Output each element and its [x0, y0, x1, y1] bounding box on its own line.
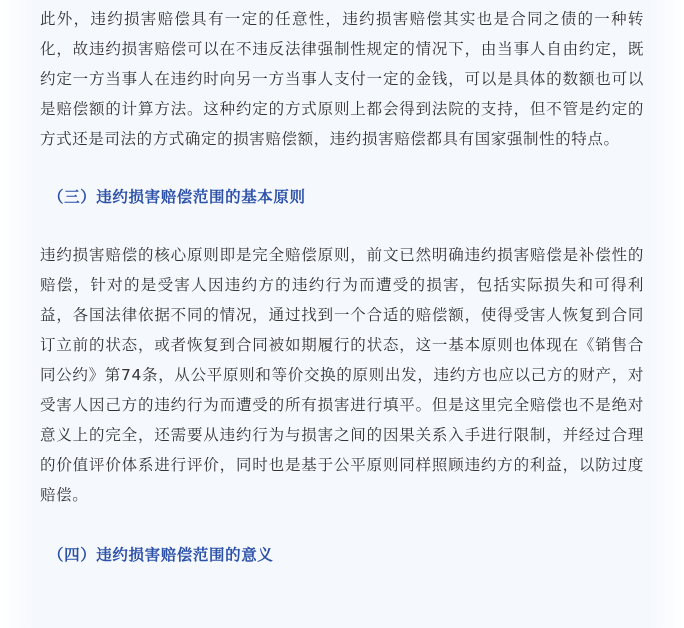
section-heading: （三）违约损害赔偿范围的基本原则 — [48, 188, 306, 206]
article-paragraph: 违约损害赔偿的核心原则即是完全赔偿原则，前文已然明确违约损害赔偿是补偿性的赔偿，针对的是受害人因违约方的违约行为而遭受的损害，包括实际损失和可得利益，各国法律依据不同的情况，通过找到一个合适的赔偿额，使得受害人恢复到合同订立前的状态，或者恢复到合同被如期履行的状态，这一基本原则也体现在《销售合同公约》第74条，从公平原则和等价交换的原则出发，违约方也应以己方的财产，对受害人因己方的违约行为而遭受的所有损害进行填平。但是这里完全赔偿也不是绝对意义上的完全，还需要从违约行为与损害之间的因果关系入手进行限制，并经过合理的价值评价体系进行评价，同时也是基于公平原则同样照顾违约方的利益，以防过度赔偿。 — [40, 246, 644, 504]
article-paragraph: 此外，违约损害赔偿具有一定的任意性，违约损害赔偿其实也是合同之债的一种转化，故违约损害赔偿可以在不违反法律强制性规定的情况下，由当事人自由约定，既约定一方当事人在违约时向另一方当事人支付一定的金钱，可以是具体的数额也可以是赔偿额的计算方法。这种约定的方式原则上都会得到法院的支持，但不管是约定的方式还是司法的方式确定的损害赔偿额，违约损害赔偿都具有国家强制性的特点。 — [40, 10, 644, 148]
section-heading: （四）违约损害赔偿范围的意义 — [48, 546, 274, 564]
